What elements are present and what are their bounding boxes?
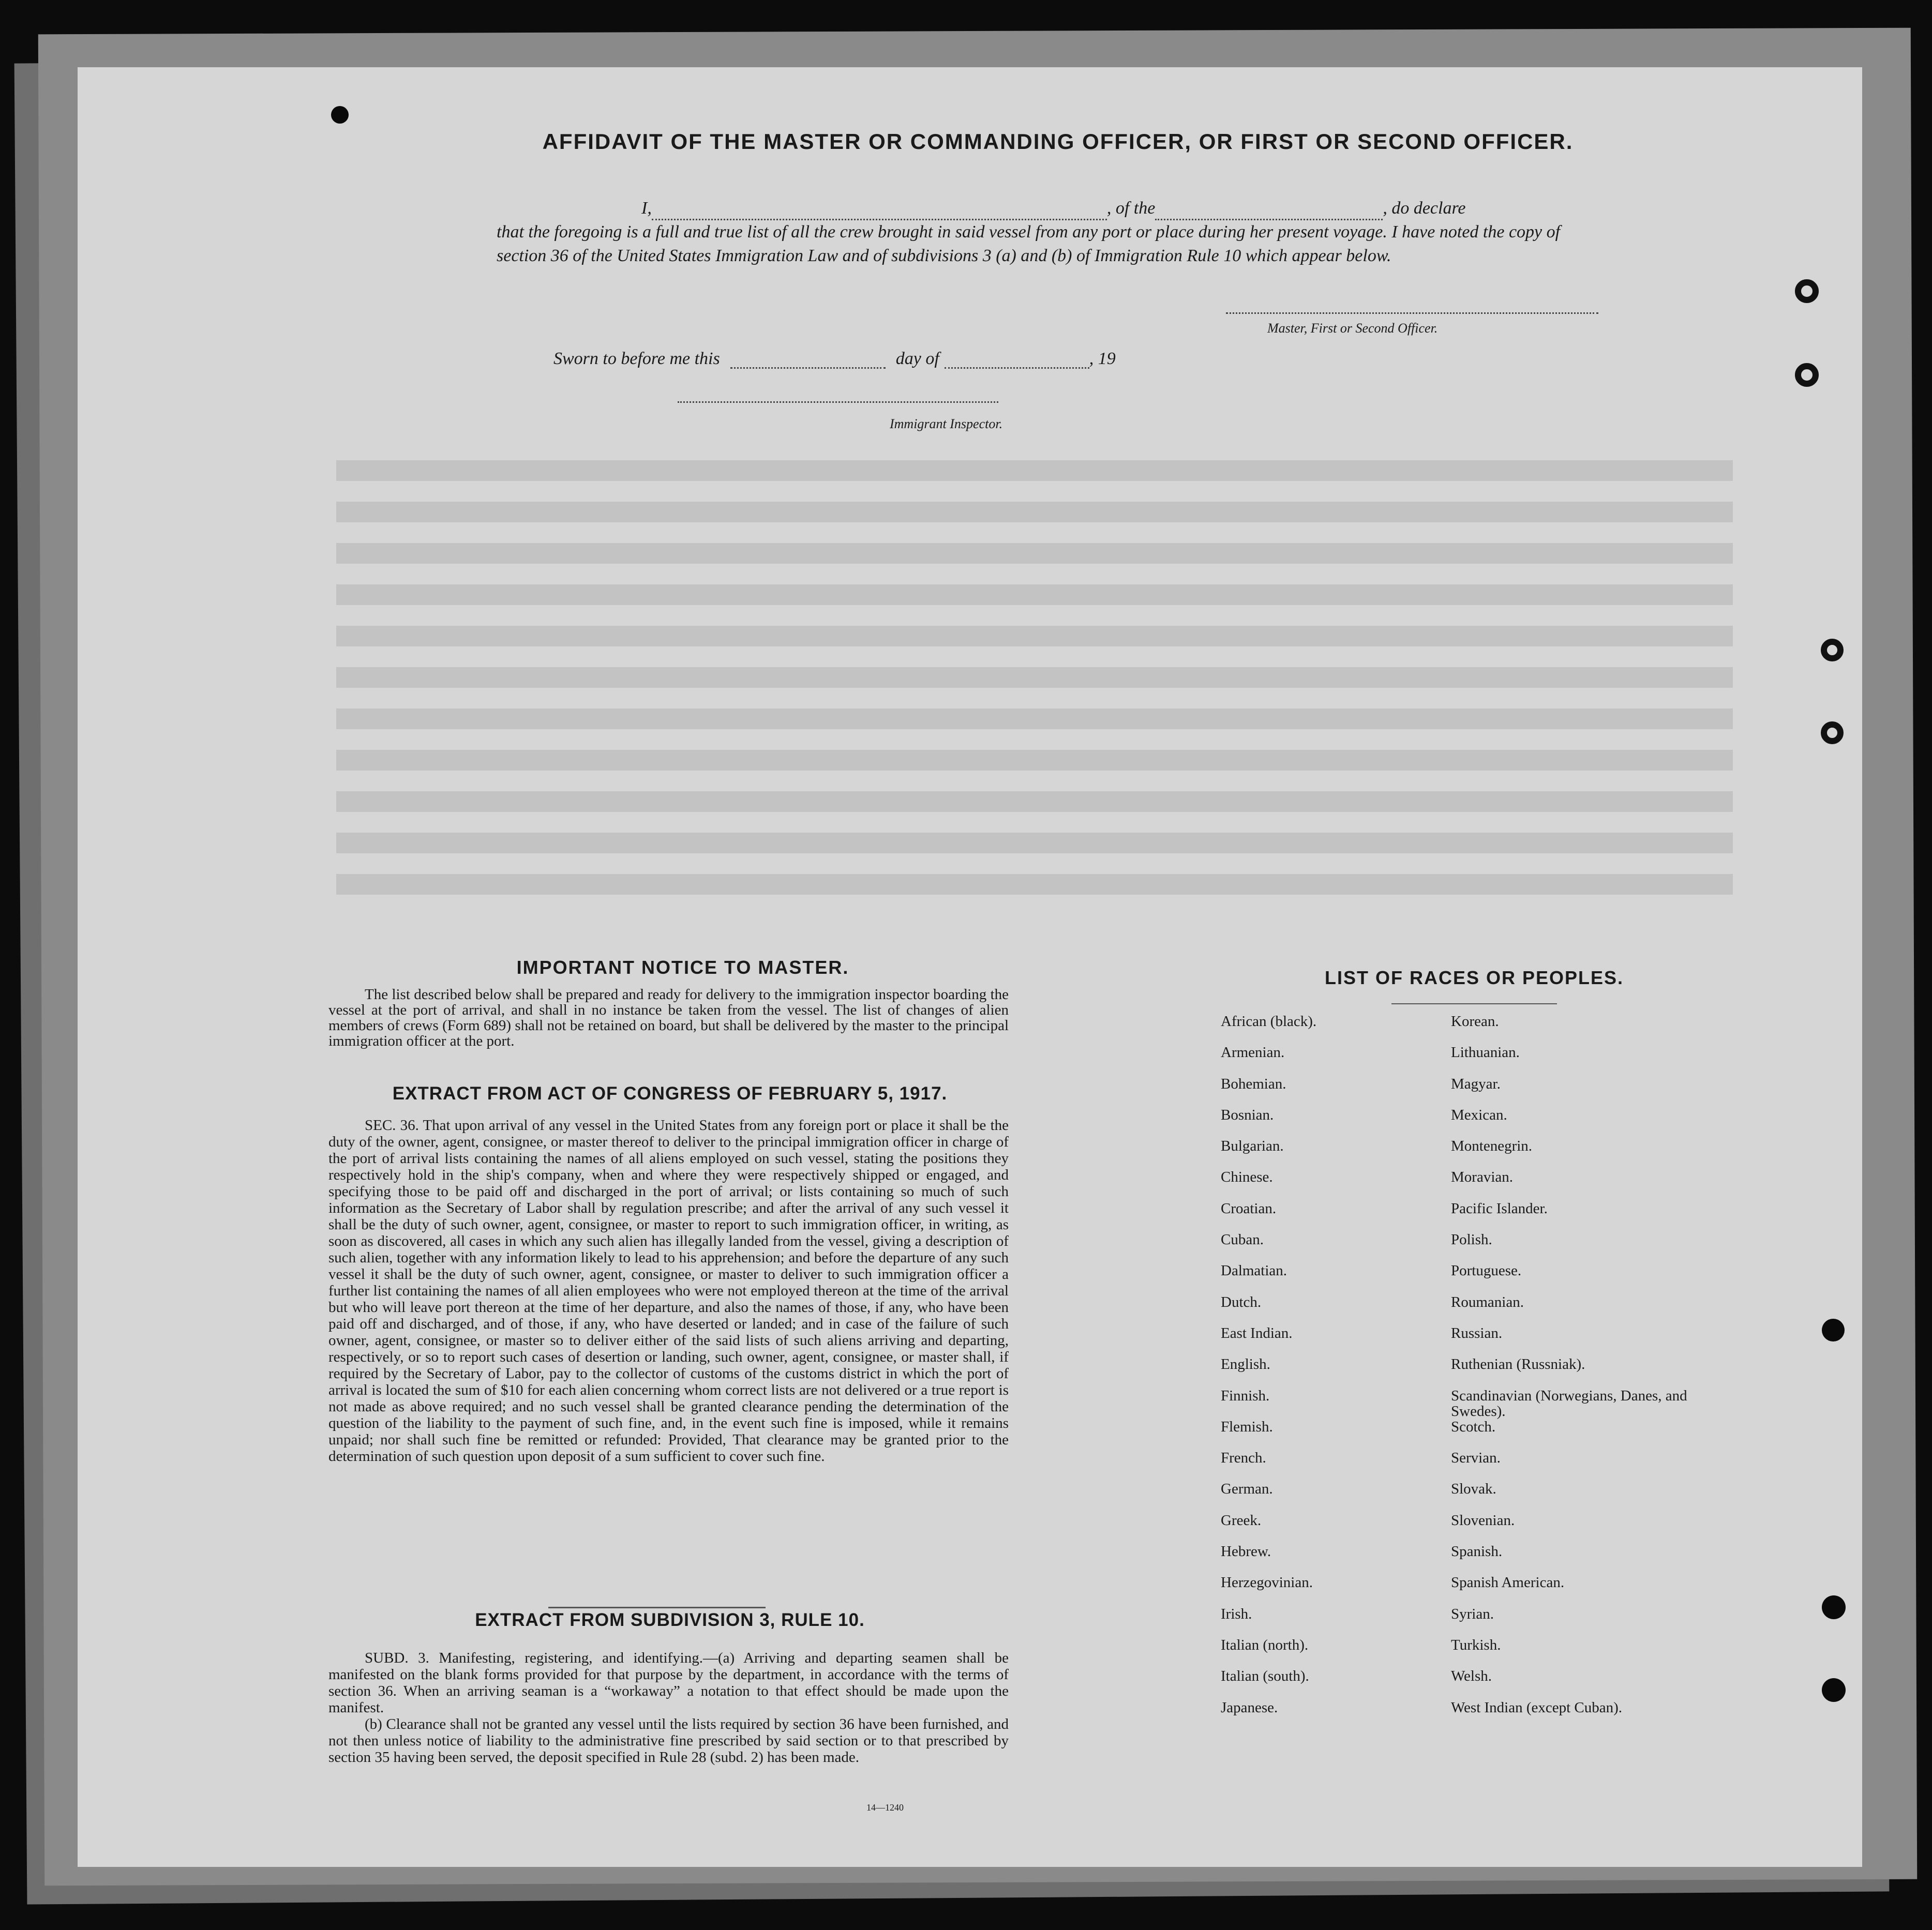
race-item: Bosnian.	[1221, 1106, 1274, 1123]
bleed-through	[336, 750, 1733, 771]
day-of-text: day of	[895, 349, 939, 368]
race-item: Korean.	[1451, 1013, 1499, 1030]
bleed-through	[336, 460, 1733, 481]
race-item: Scandinavian (Norwegians, Danes, and Swedes).	[1451, 1387, 1687, 1420]
race-item: Montenegrin.	[1451, 1138, 1533, 1155]
extract-act-title: EXTRACT FROM ACT OF CONGRESS OF FEBRUARY 5, 1917.	[392, 1083, 948, 1104]
race-item: Hebrew.	[1221, 1543, 1271, 1560]
race-item: Ruthenian (Russniak).	[1451, 1356, 1585, 1373]
race-item: Croatian.	[1221, 1200, 1277, 1217]
race-item: Scotch.	[1451, 1418, 1496, 1435]
master-label: Master, First or Second Officer.	[1267, 321, 1438, 336]
notice-body	[328, 987, 1009, 1049]
race-item: Lithuanian.	[1451, 1044, 1520, 1061]
sworn-day-field[interactable]	[730, 367, 886, 369]
race-item: German.	[1221, 1481, 1273, 1498]
race-item: Moravian.	[1451, 1169, 1513, 1186]
race-item: Magyar.	[1451, 1075, 1501, 1092]
race-item: Portuguese.	[1451, 1262, 1522, 1279]
inspector-label: Immigrant Inspector.	[890, 416, 1003, 431]
race-item: Slovenian.	[1451, 1512, 1515, 1529]
declaration-of-the: , of the	[1106, 199, 1156, 218]
punch-hole	[1821, 639, 1844, 661]
races-column-1	[1221, 1014, 1459, 1731]
race-item: Italian (south).	[1221, 1668, 1309, 1685]
punch-hole	[331, 106, 349, 124]
affidavit-text	[497, 197, 1583, 268]
race-item: Pacific Islander.	[1451, 1200, 1548, 1217]
bleed-through	[336, 584, 1733, 605]
affidavit-title: AFFIDAVIT OF THE MASTER OR COMMANDING OFFICER, OR FIRST OR SECOND OFFICER.	[542, 129, 1574, 154]
race-item: Syrian.	[1451, 1605, 1494, 1622]
race-item: West Indian (except Cuban).	[1451, 1699, 1623, 1716]
race-item: Bulgarian.	[1221, 1138, 1284, 1155]
race-item: Dutch.	[1221, 1293, 1262, 1310]
race-item: Irish.	[1221, 1605, 1252, 1622]
bleed-through	[336, 502, 1733, 522]
notice-text: The list described below shall be prepared and ready for delivery to the immigration inspector boarding the vessel at the port of arrival, and shall in no instance be taken from the vessel. The list of changes of alien members of crews (Form 689) shall not be retained on board, but shall be delivered by the master to the principal immigration officer at the port.	[328, 986, 1009, 1049]
master-signature-line[interactable]	[1226, 310, 1598, 314]
bleed-through	[336, 708, 1733, 729]
punch-hole	[1822, 1595, 1846, 1619]
notice-title: IMPORTANT NOTICE TO MASTER.	[516, 957, 849, 978]
sworn-line	[553, 349, 1116, 369]
race-item: Greek.	[1221, 1512, 1262, 1529]
race-item: Cuban.	[1221, 1231, 1264, 1248]
race-item: Turkish.	[1451, 1636, 1501, 1653]
punch-hole	[1822, 1319, 1845, 1341]
year-text: , 19	[1089, 349, 1116, 368]
sworn-month-field[interactable]	[945, 367, 1089, 369]
race-item: Flemish.	[1221, 1418, 1273, 1435]
bleed-through	[336, 543, 1733, 564]
extract-rule-title: EXTRACT FROM SUBDIVISION 3, RULE 10.	[475, 1610, 865, 1630]
sworn-text: Sworn to before me this	[553, 349, 720, 368]
race-item: Herzegovinian.	[1221, 1574, 1313, 1591]
bleed-through	[336, 833, 1733, 853]
race-item: Russian.	[1451, 1324, 1503, 1341]
race-item: Bohemian.	[1221, 1075, 1286, 1092]
bleed-through	[336, 626, 1733, 646]
race-item: Mexican.	[1451, 1106, 1507, 1123]
rule-10-text	[328, 1650, 1009, 1766]
race-item: French.	[1221, 1450, 1266, 1467]
punch-hole	[1821, 721, 1844, 744]
race-item: Armenian.	[1221, 1044, 1285, 1061]
divider	[1391, 1003, 1557, 1004]
bleed-through	[336, 791, 1733, 812]
race-item: Welsh.	[1451, 1668, 1492, 1685]
affidavit-body: that the foregoing is a full and true list of all the crew brought in said vessel from any port or place during her present voyage. I have noted the copy of section 36 of the United States Immigration Law and of subdivisions 3 (a) and (b) of Immigration Rule 10 which appear below.	[497, 222, 1561, 265]
declaration-line	[497, 197, 1583, 220]
races-title: LIST OF RACES OR PEOPLES.	[1324, 967, 1624, 988]
divider	[548, 1607, 766, 1608]
race-item: Servian.	[1451, 1450, 1501, 1467]
declaration-i: I,	[641, 199, 652, 218]
race-item: Italian (north).	[1221, 1636, 1309, 1653]
manifest-page	[78, 67, 1862, 1867]
bleed-through	[336, 874, 1733, 895]
race-item: Dalmatian.	[1221, 1262, 1287, 1279]
race-item: English.	[1221, 1356, 1270, 1373]
race-item: Chinese.	[1221, 1169, 1273, 1186]
race-item: Finnish.	[1221, 1387, 1270, 1404]
section-36-body: SEC. 36. That upon arrival of any vessel in the United States from any foreign port or place it shall be the duty of the owner, agent, consignee, or master thereof to deliver to the principal immigration officer in charge of the port of arrival lists containing the names of all aliens employed on such vessel, stating the positions they respectively hold in the ship's company, when and where they were respectively shipped or engaged, and specifying those to be paid off and discharged in the port of arrival; or lists containing so much of such information as the Secretary of Labor shall by regulation prescribe; and after the arrival of any such vessel it shall be the duty of such owner, agent, consignee, or master to report to such immigration officer, in writing, as soon as discovered, all cases in which any such alien has illegally landed from the vessel, giving a description of such alien, together with any information likely to lead to his apprehension; and before the departure of any such vessel it shall be the duty of such owner, agent, consignee, or master to deliver to such immigration officer a further list containing the names of all alien employees who were not employed thereon at the time of the arrival but who will leave port thereon at the time of her departure, and also the names of those, if any, who have been paid off and discharged, and of those, if any, who have deserted or landed; and in case of the failure of such owner, agent, consignee, or master so to deliver either of the said lists of such aliens arriving and departing, respectively, or so to report such cases of desertion or landing, such owner, agent, consignee, or master shall, if required by the Secretary of Labor, pay to the collector of customs of the customs district in which the port of arrival is located the sum of $10 for each alien concerning whom correct lists are not delivered or a true report is not made as above required; and no such vessel shall be granted clearance pending the determination of the question of the liability to the payment of such fine, and, in the event such fine is imposed, while it remains unpaid; nor shall such fine be remitted or refunded: Provided, That clearance may be granted prior to the determination of such question upon deposit of a sum sufficient to cover such fine.	[328, 1117, 1009, 1465]
section-36-text	[328, 1117, 1009, 1465]
race-item: Japanese.	[1221, 1699, 1278, 1716]
rule-para-a: SUBD. 3. Manifesting, registering, and identifying.—(a) Arriving and departing seamen shall be manifested on the blank forms provided for that purpose by the department, in accordance with the terms of section 36. When an arriving seaman is a “workaway” a notation to that effect should be made upon the manifest.	[328, 1650, 1009, 1716]
race-item: Slovak.	[1451, 1481, 1496, 1498]
race-item: Roumanian.	[1451, 1293, 1524, 1310]
punch-hole	[1822, 1678, 1846, 1702]
punch-hole	[1795, 363, 1819, 387]
rule-para-b: (b) Clearance shall not be granted any vessel until the lists required by section 36 have been furnished, and not then unless notice of liability to the administrative fine prescribed by said section or to that prescribed by section 35 having been served, the deposit specified in Rule 28 (subd. 2) has been made.	[328, 1716, 1009, 1766]
races-column-2	[1451, 1014, 1689, 1731]
race-item: Spanish American.	[1451, 1574, 1565, 1591]
bleed-through	[336, 667, 1733, 688]
form-number: 14—1240	[866, 1802, 904, 1813]
race-item: Spanish.	[1451, 1543, 1503, 1560]
inspector-signature-line[interactable]	[678, 399, 998, 403]
race-item: East Indian.	[1221, 1324, 1293, 1341]
race-item: African (black).	[1221, 1013, 1317, 1030]
punch-hole	[1795, 279, 1819, 303]
declaration-do-declare: , do declare	[1383, 199, 1466, 218]
race-item: Polish.	[1451, 1231, 1492, 1248]
